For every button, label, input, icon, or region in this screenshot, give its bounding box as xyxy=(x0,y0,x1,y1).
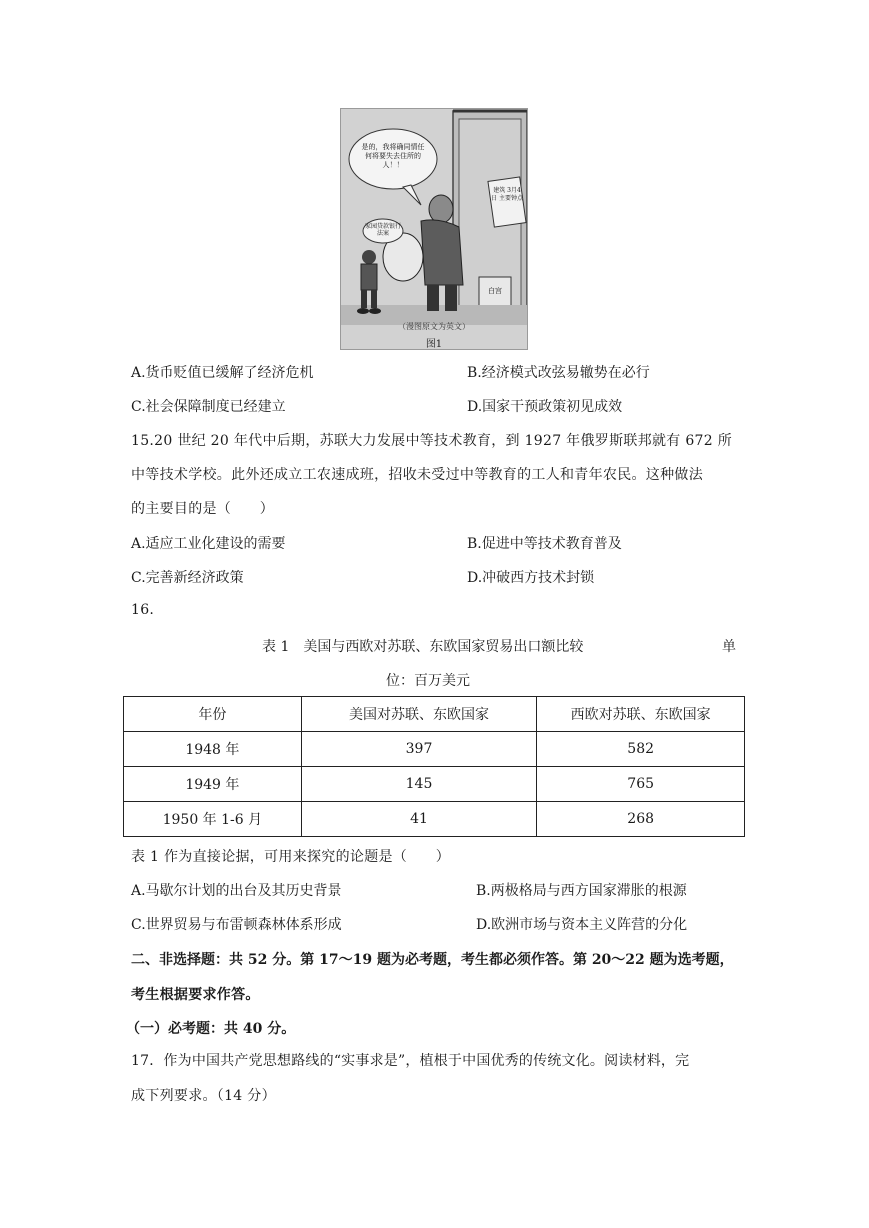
table-cell: 397 xyxy=(301,732,537,767)
trade-table xyxy=(123,696,745,837)
q16-option-b: B.两极格局与西方国家滞胀的根源 xyxy=(476,883,687,899)
q15-option-d: D.冲破西方技术封锁 xyxy=(467,570,595,586)
table-header-western-europe: 西欧对苏联、东欧国家 xyxy=(537,697,745,732)
q15-line-1: 15.20 世纪 20 年代中后期，苏联大力发展中等技术教育，到 1927 年俄罗斯联邦就有 672 所 xyxy=(131,433,732,449)
section2-subheading: （一）必考题：共 40 分。 xyxy=(126,1021,296,1037)
table-unit-part1: 单 xyxy=(722,639,736,655)
q14-option-d: D.国家干预政策初见成效 xyxy=(467,399,623,415)
q15-line-2: 中等技术学校。此外还成立工农速成班，招收未受过中等教育的工人和青年农民。这种做法 xyxy=(131,467,703,483)
section2-heading-line-1: 二、非选择题：共 52 分。第 17～19 题为必考题，考生都必须作答。第 20～22 题为选考题， xyxy=(131,952,734,968)
table-row xyxy=(124,732,745,767)
table-header-row xyxy=(124,697,745,732)
table-cell: 268 xyxy=(537,802,745,837)
table-row xyxy=(124,767,745,802)
table-header-us: 美国对苏联、东欧国家 xyxy=(301,697,537,732)
q14-option-c: C.社会保障制度已经建立 xyxy=(131,399,286,415)
q15-option-b: B.促进中等技术教育普及 xyxy=(467,536,622,552)
speech-bubble-text: 是的，我将确同情任何将要失去住所的人！！ xyxy=(361,143,425,169)
section2-heading-line-2: 考生根据要求作答。 xyxy=(131,987,260,1003)
q15-option-c: C.完善新经济政策 xyxy=(131,570,244,586)
q16-question: 表 1 作为直接论据，可用来探究的论题是（ ） xyxy=(131,849,451,865)
q15-line-3: 的主要目的是（ ） xyxy=(131,501,274,517)
q16-option-c: C.世界贸易与布雷顿森林体系形成 xyxy=(131,917,342,933)
table-header-year: 年份 xyxy=(124,697,302,732)
table-cell: 582 xyxy=(537,732,745,767)
table-cell: 1949 年 xyxy=(124,767,302,802)
table-title: 表 1 美国与西欧对苏联、东欧国家贸易出口额比较 xyxy=(262,639,584,655)
table-cell: 1948 年 xyxy=(124,732,302,767)
table-cell: 765 xyxy=(537,767,745,802)
q14-option-a: A.货币贬值已缓解了经济危机 xyxy=(131,365,314,381)
q17-line-2: 成下列要求。（14 分） xyxy=(131,1088,276,1104)
door-sign-text: 建筑 3月4日 主要钟点 xyxy=(491,187,523,202)
q14-option-b: B.经济模式改弦易辙势在必行 xyxy=(467,365,650,381)
q15-option-a: A.适应工业化建设的需要 xyxy=(131,536,286,552)
q17-line-1: 17．作为中国共产党思想路线的“实事求是”，植根于中国优秀的传统文化。阅读材料，完 xyxy=(131,1053,690,1069)
figure-inner-caption: （漫图原文为英文） xyxy=(398,322,470,331)
box-label-text: 白宫 xyxy=(488,287,502,295)
table-unit-part2: 位：百万美元 xyxy=(386,673,470,689)
q16-option-a: A.马歇尔计划的出台及其历史背景 xyxy=(131,883,342,899)
q16-option-d: D.欧洲市场与资本主义阵营的分化 xyxy=(476,917,688,933)
table-cell: 145 xyxy=(301,767,537,802)
bag-label-text: 家园贷款银行法案 xyxy=(365,223,402,237)
table-cell: 1950 年 1-6 月 xyxy=(124,802,302,837)
figure-label: 图1 xyxy=(425,339,443,350)
table-cell: 41 xyxy=(301,802,537,837)
cartoon-figure xyxy=(340,108,528,350)
table-row xyxy=(124,802,745,837)
q16-number: 16. xyxy=(131,602,155,618)
